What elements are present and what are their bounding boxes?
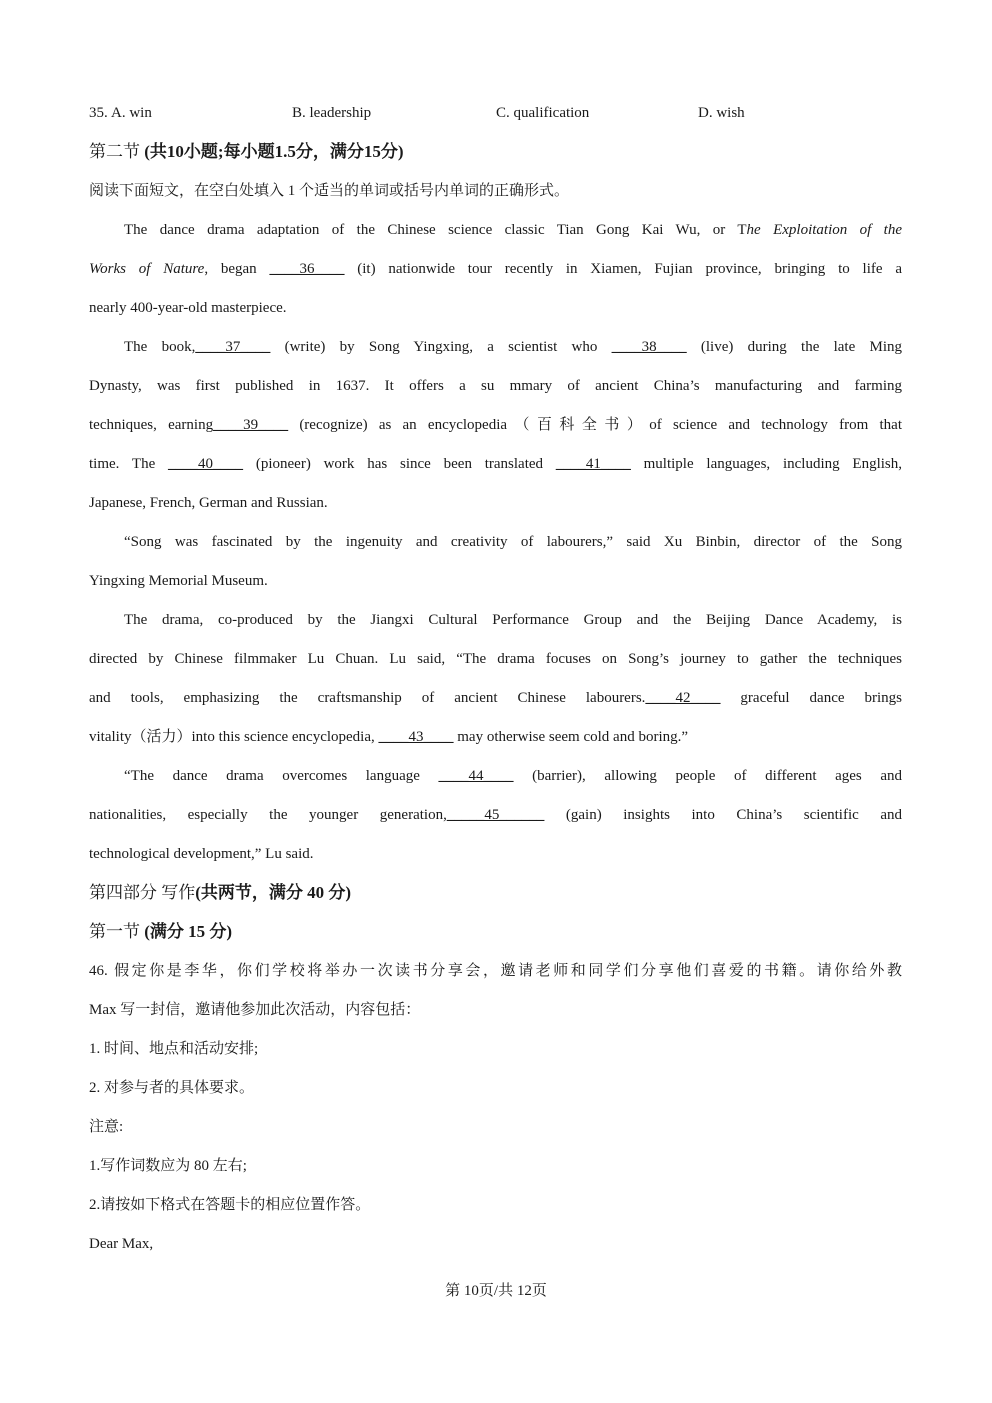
passage-line: Works of Nature, began ____36____ (it) nationwide tour recently in Xiamen, Fujian province, bringing to life a [89,261,902,277]
letter-salutation: Dear Max, [89,1236,154,1252]
blank-39: ____39____ [213,417,289,433]
passage-line: nearly 400-year-old masterpiece. [89,300,287,316]
passage-line: and tools, emphasizing the craftsmanship of ancient Chinese labourers.____42____ graceful dance brings [89,690,902,706]
question-number: 35. [89,105,108,121]
blank-37: ____37____ [195,339,271,355]
passage-line: The drama, co-produced by the Jiangxi Cultural Performance Group and the Beijing Dance Academy, is [124,612,902,628]
blank-40: ____40____ [168,456,244,472]
passage-line: The dance drama adaptation of the Chinese science classic Tian Gong Kai Wu, or The Exploitation of the [124,222,902,238]
blank-45: _____45______ [446,807,545,823]
passage-line: “The dance drama overcomes language ____44____ (barrier), allowing people of different ages and [124,768,902,784]
passage-line: Japanese, French, German and Russian. [89,495,328,511]
requirement-item: 2. 对参与者的具体要求。 [89,1080,255,1096]
requirement-item: 1. 时间、地点和活动安排; [89,1041,259,1057]
passage-line: directed by Chinese filmmaker Lu Chuan. Lu said, “The drama focuses on Song’s journey to gather the techniques [89,651,902,667]
blank-36: ____36____ [269,261,345,277]
page-number: 第 10页/共 12页 [445,1283,547,1299]
note-label: 注意: [89,1119,124,1135]
note-item: 1.写作词数应为 80 左右; [89,1158,247,1174]
note-item: 2.请按如下格式在答题卡的相应位置作答。 [89,1197,371,1213]
passage-line: The book,____37____ (write) by Song Yingxing, a scientist who ____38____ (live) during the late Ming [124,339,902,355]
option-a: A. win [111,105,152,121]
blank-43: ____43____ [378,729,454,745]
option-c: C. qualification [496,105,590,121]
section-2-instruction: 阅读下面短文，在空白处填入 1 个适当的单词或括号内单词的正确形式。 [89,183,570,199]
blank-41: ____41____ [555,456,631,472]
option-d: D. wish [698,105,745,121]
passage-line: techniques, earning____39____ (recognize) as an encyclopedia（百科全书）of science and technology from that [89,417,902,433]
question-46-prompt: 46. 假定你是李华，你们学校将举办一次读书分享会，邀请老师和同学们分享他们喜爱的书籍。请你给外教 [89,963,902,979]
passage-line: Dynasty, was first published in 1637. It offers a su mmary of ancient China’s manufacturing and farming [89,378,902,394]
blank-42: ____42____ [645,690,721,706]
part-4-heading: 第四部分 写作(共两节，满分 40 分) [89,883,352,902]
section-2-heading: 第二节 (共10小题;每小题1.5分，满分15分) [89,142,404,161]
passage-line: technological development,” Lu said. [89,846,314,862]
passage-line: “Song was fascinated by the ingenuity and creativity of labourers,” said Xu Binbin, director of the Song [124,534,902,550]
passage-line: Yingxing Memorial Museum. [89,573,268,589]
blank-44: ____44____ [438,768,514,784]
question-46-prompt: Max 写一封信，邀请他参加此次活动，内容包括： [89,1002,421,1018]
passage-line: vitality（活力）into this science encyclopedia, ____43____ may otherwise seem cold and boring.” [89,729,689,745]
passage-line: nationalities, especially the younger generation,_____45______ (gain) insights into China’s scientific and [89,807,902,823]
passage-line: time. The ____40____ (pioneer) work has since been translated ____41____ multiple languages, including English, [89,456,902,472]
option-b: B. leadership [292,105,372,121]
section-1-heading: 第一节 (满分 15 分) [89,922,233,941]
blank-38: ____38____ [611,339,687,355]
